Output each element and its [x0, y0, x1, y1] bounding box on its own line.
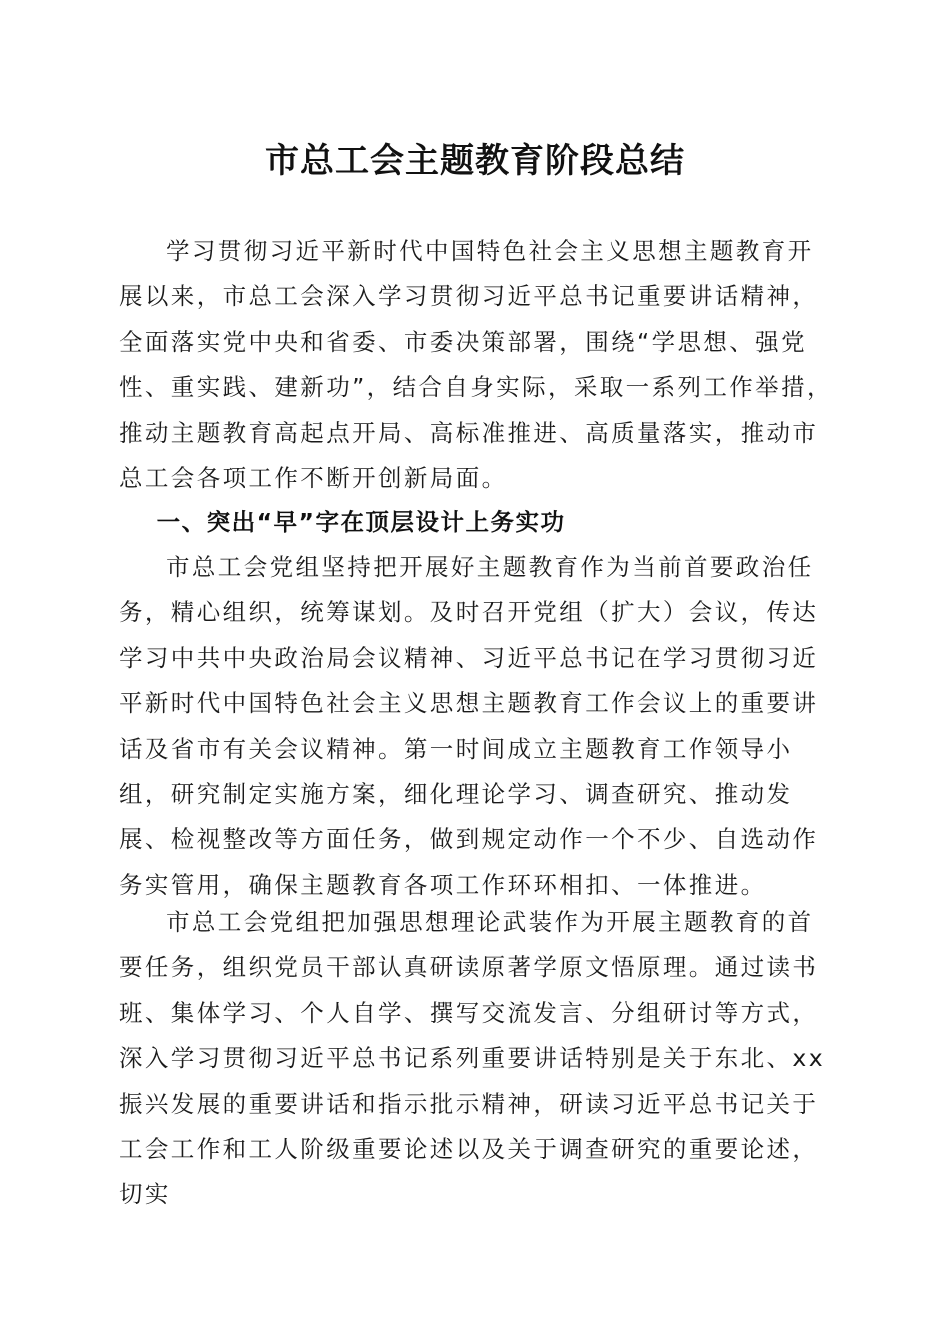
section-heading: 一、突出“早”字在顶层设计上务实功	[156, 508, 566, 536]
intro-paragraph: 学习贯彻习近平新时代中国特色社会主义思想主题教育开展以来，市总工会深入学习贯彻习近平总书记重要讲话精神，全面落实党中央和省委、市委决策部署，围绕“学思想、强党性、重实践、建新功”，结合自身实际，采取一系列工作举措，推动主题教育高起点开局、高标准推进、高质量落实，推动市总工会各项工作不断开创新局面。	[119, 237, 833, 493]
body-paragraph-2: 市总工会党组把加强思想理论武装作为开展主题教育的首要任务，组织党员干部认真研读原著学原文悟原理。通过读书班、集体学习、个人自学、撰写交流发言、分组研讨等方式，深入学习贯彻习近平总书记系列重要讲话特别是关于东北、xx振兴发展的重要讲话和指示批示精神，研读习近平总书记关于工会工作和工人阶级重要论述以及关于调查研究的重要论述，切实	[119, 908, 826, 1209]
body-paragraph-1: 市总工会党组坚持把开展好主题教育作为当前首要政治任务，精心组织，统筹谋划。及时召开党组（扩大）会议，传达学习中共中央政治局会议精神、习近平总书记在学习贯彻习近平新时代中国特色社会主义思想主题教育工作会议上的重要讲话及省市有关会议精神。第一时间成立主题教育工作领导小组，研究制定实施方案，细化理论学习、调查研究、推动发展、检视整改等方面任务，做到规定动作一个不少、自选动作务实管用，确保主题教育各项工作环环相扣、一体推进。	[119, 553, 819, 899]
document-title: 市总工会主题教育阶段总结	[265, 141, 685, 181]
